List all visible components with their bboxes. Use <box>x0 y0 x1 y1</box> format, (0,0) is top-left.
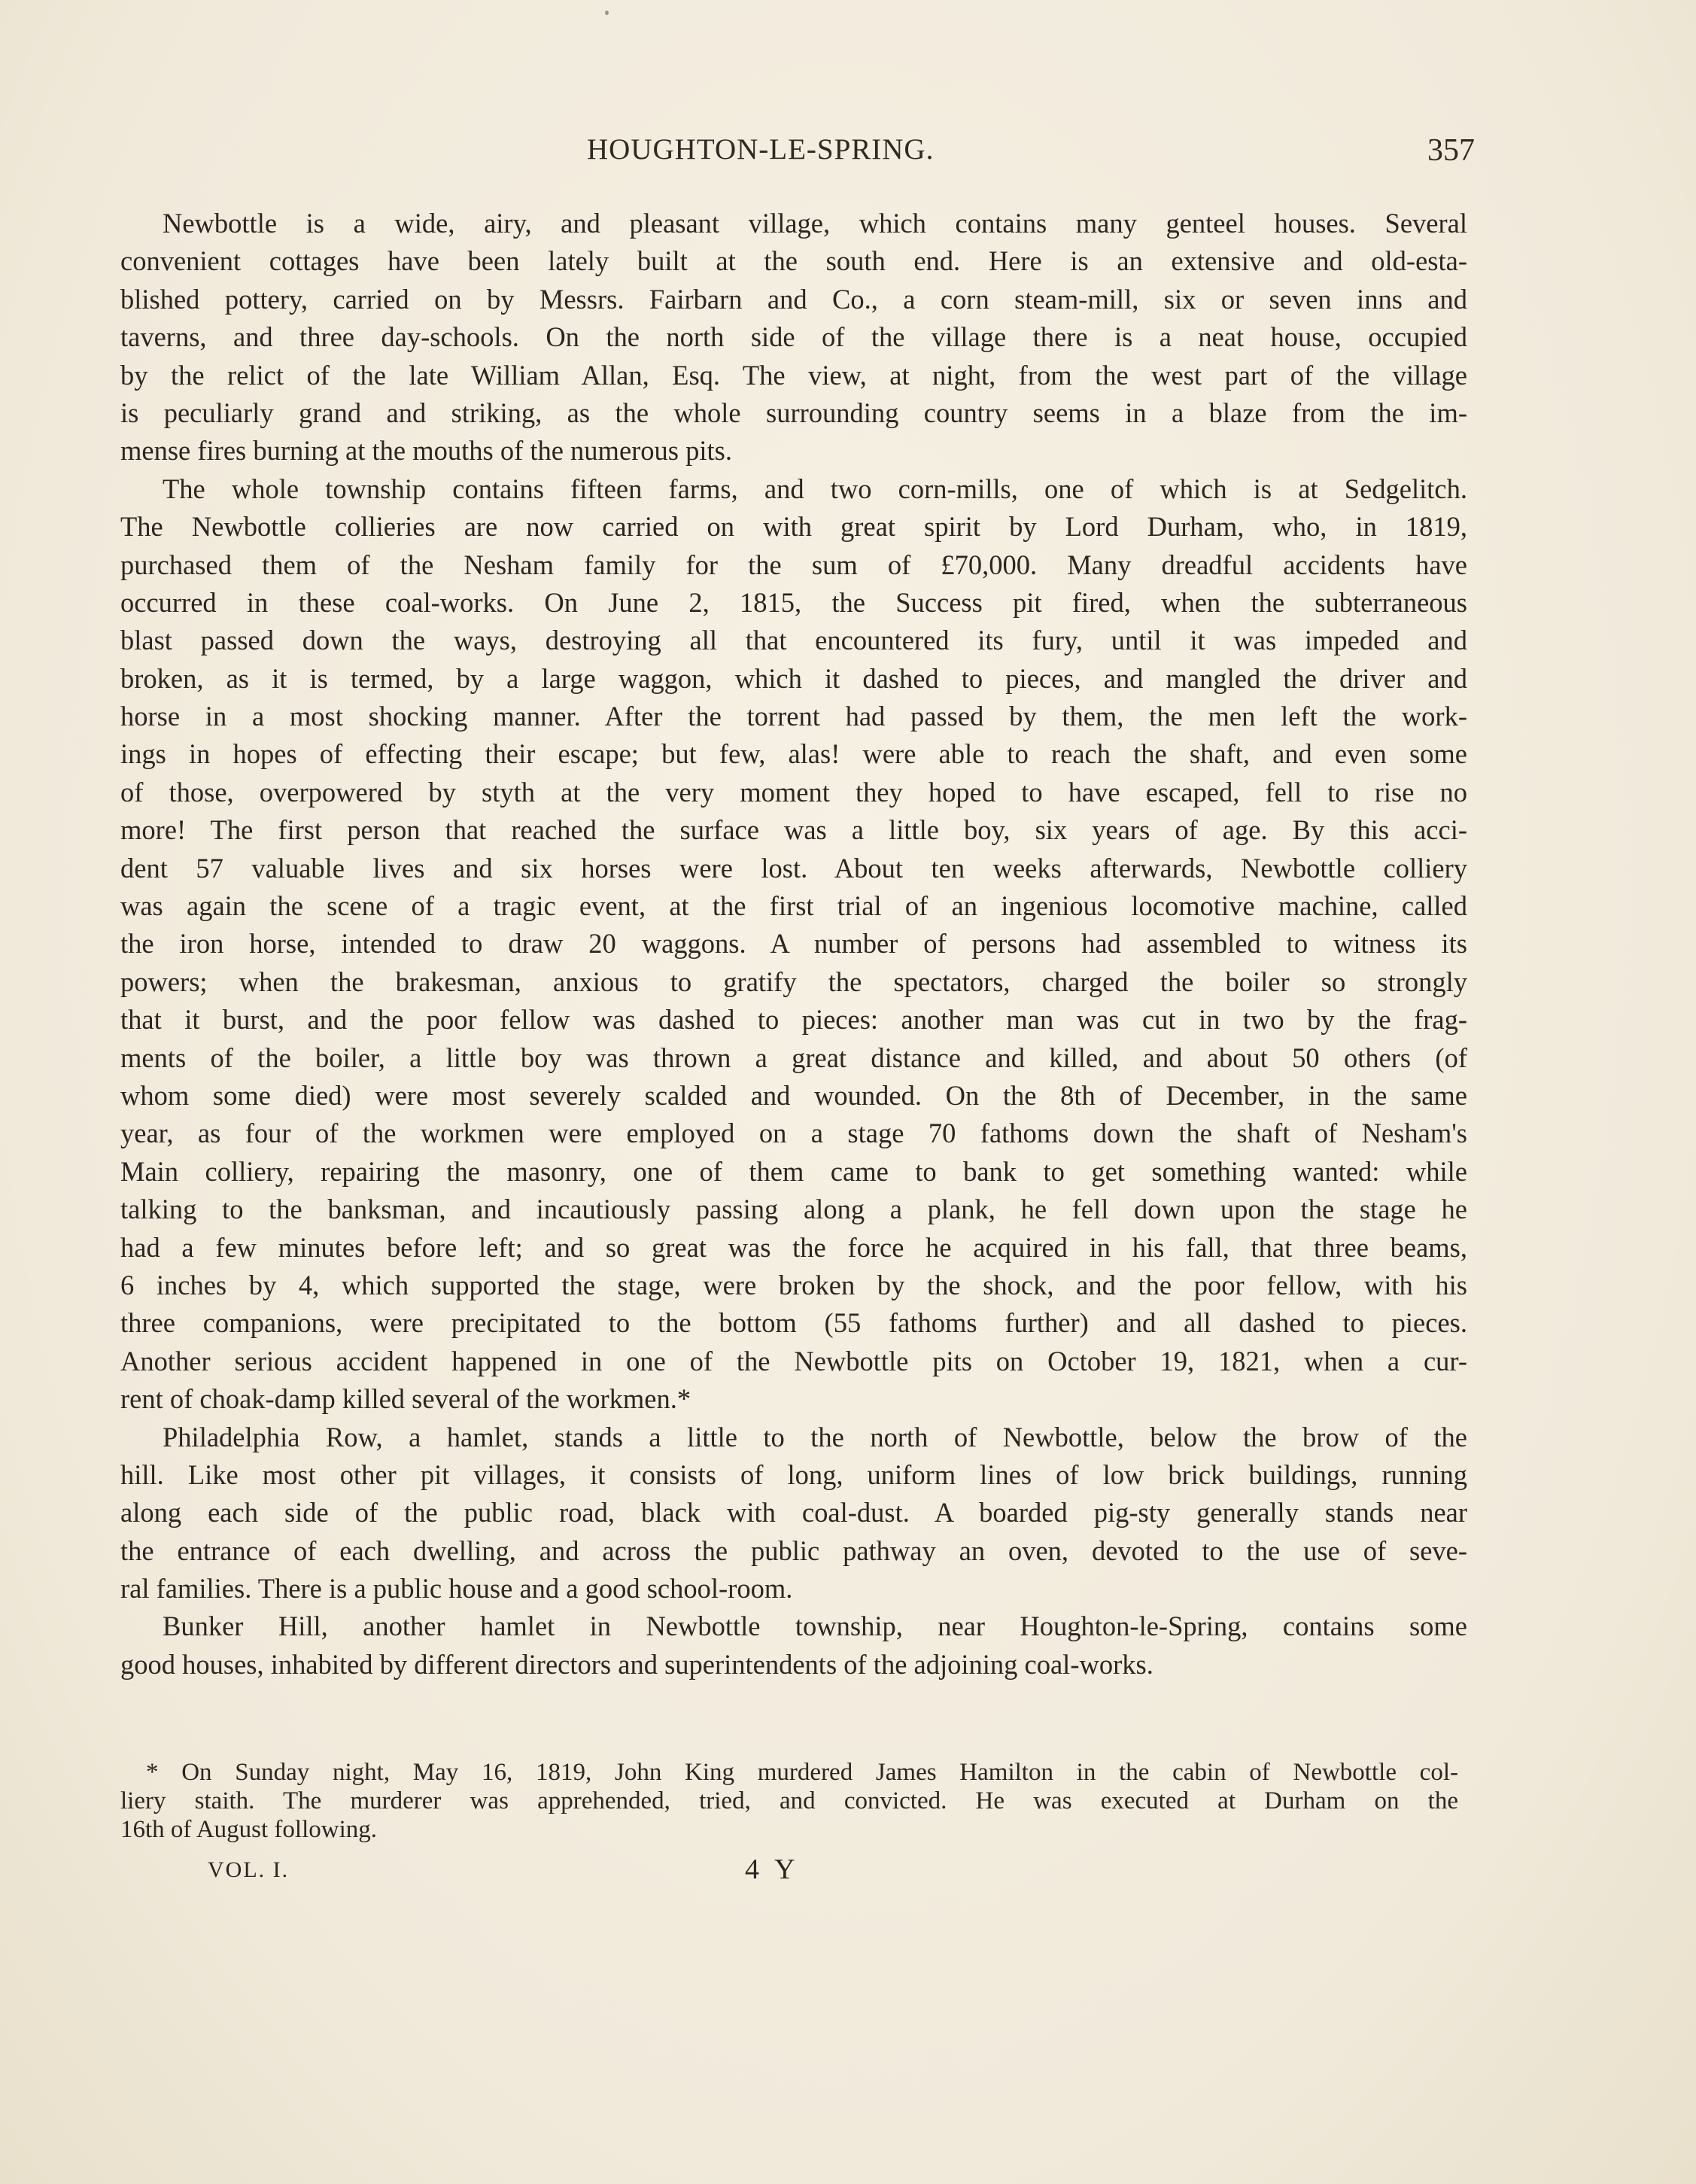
text-line: of those, overpowered by styth at the very moment they hoped to have escaped, fell to rise no <box>120 776 1467 808</box>
running-head <box>120 132 1475 178</box>
text-line: blast passed down the ways, destroying all that encountered its fury, until it was impeded and <box>120 625 1467 656</box>
text-line: more! The first person that reached the surface was a little boy, six years of age. By this acci- <box>120 814 1467 846</box>
text-line: convenient cottages have been lately built at the south end. Here is an extensive and old-esta- <box>120 245 1467 277</box>
body-text <box>120 205 1467 1684</box>
text-line: blished pottery, carried on by Messrs. Fairbarn and Co., a corn steam-mill, six or seven inns and <box>120 283 1467 315</box>
text-line: whom some died) were most severely scalded and wounded. On the 8th of December, in the same <box>120 1079 1467 1111</box>
signature-mark: 4 Y <box>745 1854 800 1885</box>
footnote-line: * On Sunday night, May 16, 1819, John King murdered James Hamilton in the cabin of Newbottle col- <box>146 1759 1458 1786</box>
text-line: broken, as it is termed, by a large waggon, which it dashed to pieces, and mangled the driver and <box>120 662 1467 694</box>
text-line: purchased them of the Nesham family for the sum of £70,000. Many dreadful accidents have <box>120 549 1467 580</box>
page-number: 357 <box>1427 133 1475 168</box>
text-line: ral families. There is a public house and a good school-room. <box>120 1573 793 1605</box>
text-line: talking to the banksman, and incautiously passing along a plank, he fell down upon the stage he <box>120 1194 1467 1225</box>
text-line: ments of the boiler, a little boy was thrown a great distance and killed, and about 50 others (of <box>120 1042 1467 1073</box>
text-line: Newbottle is a wide, airy, and pleasant village, which contains many genteel houses. Several <box>163 208 1467 239</box>
text-line: mense fires burning at the mouths of the numerous pits. <box>120 435 732 467</box>
text-line: is peculiarly grand and striking, as the whole surrounding country seems in a blaze from the im- <box>120 397 1467 428</box>
text-line: Another serious accident happened in one of the Newbottle pits on October 19, 1821, when a cur- <box>120 1345 1467 1376</box>
text-line: 6 inches by 4, which supported the stage, were broken by the shock, and the poor fellow, with his <box>120 1269 1467 1300</box>
text-line: Main colliery, repairing the masonry, one of them came to bank to get something wanted: while <box>120 1155 1467 1187</box>
text-line: had a few minutes before left; and so great was the force he acquired in his fall, that three beams, <box>120 1231 1467 1263</box>
text-line: that it burst, and the poor fellow was dashed to pieces: another man was cut in two by the frag- <box>120 1004 1467 1036</box>
footnote <box>120 1758 1458 1844</box>
text-line: by the relict of the late William Allan, Esq. The view, at night, from the west part of the village <box>120 359 1467 391</box>
text-line: hill. Like most other pit villages, it consists of long, uniform lines of low brick buildings, running <box>120 1459 1467 1490</box>
text-line: rent of choak-damp killed several of the workmen.* <box>120 1383 691 1415</box>
text-line: taverns, and three day-schools. On the north side of the village there is a neat house, occupied <box>120 321 1467 353</box>
text-line: good houses, inhabited by different directors and superintendents of the adjoining coal-works. <box>120 1648 1153 1680</box>
text-line: along each side of the public road, black with coal-dust. A boarded pig-sty generally stands near <box>120 1497 1467 1528</box>
footnote-line: 16th of August following. <box>120 1816 378 1843</box>
footnote-line: liery staith. The murderer was apprehended, tried, and convicted. He was executed at Durham on the <box>120 1787 1458 1814</box>
text-line: horse in a most shocking manner. After the torrent had passed by them, the men left the work- <box>120 701 1467 732</box>
text-line: Bunker Hill, another hamlet in Newbottle township, near Houghton-le-Spring, contains some <box>163 1611 1467 1642</box>
text-line: dent 57 valuable lives and six horses were lost. About ten weeks afterwards, Newbottle colliery <box>120 852 1467 884</box>
text-line: ings in hopes of effecting their escape; but few, alas! were able to reach the shaft, and even some <box>120 738 1467 770</box>
text-line: powers; when the brakesman, anxious to gratify the spectators, charged the boiler so strongly <box>120 966 1467 997</box>
text-line: The whole township contains fifteen farms, and two corn-mills, one of which is at Sedgelitch. <box>163 473 1467 504</box>
text-line: Philadelphia Row, a hamlet, stands a little to the north of Newbottle, below the brow of the <box>163 1421 1467 1452</box>
text-line: the entrance of each dwelling, and across the public pathway an oven, devoted to the use of seve- <box>120 1535 1467 1566</box>
text-line: was again the scene of a tragic event, at the first trial of an ingenious locomotive machine, called <box>120 890 1467 922</box>
text-line: three companions, were precipitated to the bottom (55 fathoms further) and all dashed to pieces. <box>120 1307 1467 1339</box>
text-line: year, as four of the workmen were employed on a stage 70 fathoms down the shaft of Nesham's <box>120 1118 1467 1149</box>
text-line: the iron horse, intended to draw 20 waggons. A number of persons had assembled to witness its <box>120 928 1467 960</box>
text-line: The Newbottle collieries are now carried on with great spirit by Lord Durham, who, in 1819, <box>120 511 1467 543</box>
running-title: HOUGHTON-LE-SPRING. <box>587 133 935 166</box>
text-line: occurred in these coal-works. On June 2, 1815, the Success pit fired, when the subterraneous <box>120 586 1467 618</box>
volume-mark: VOL. I. <box>208 1857 290 1882</box>
paper-speck <box>605 11 609 15</box>
